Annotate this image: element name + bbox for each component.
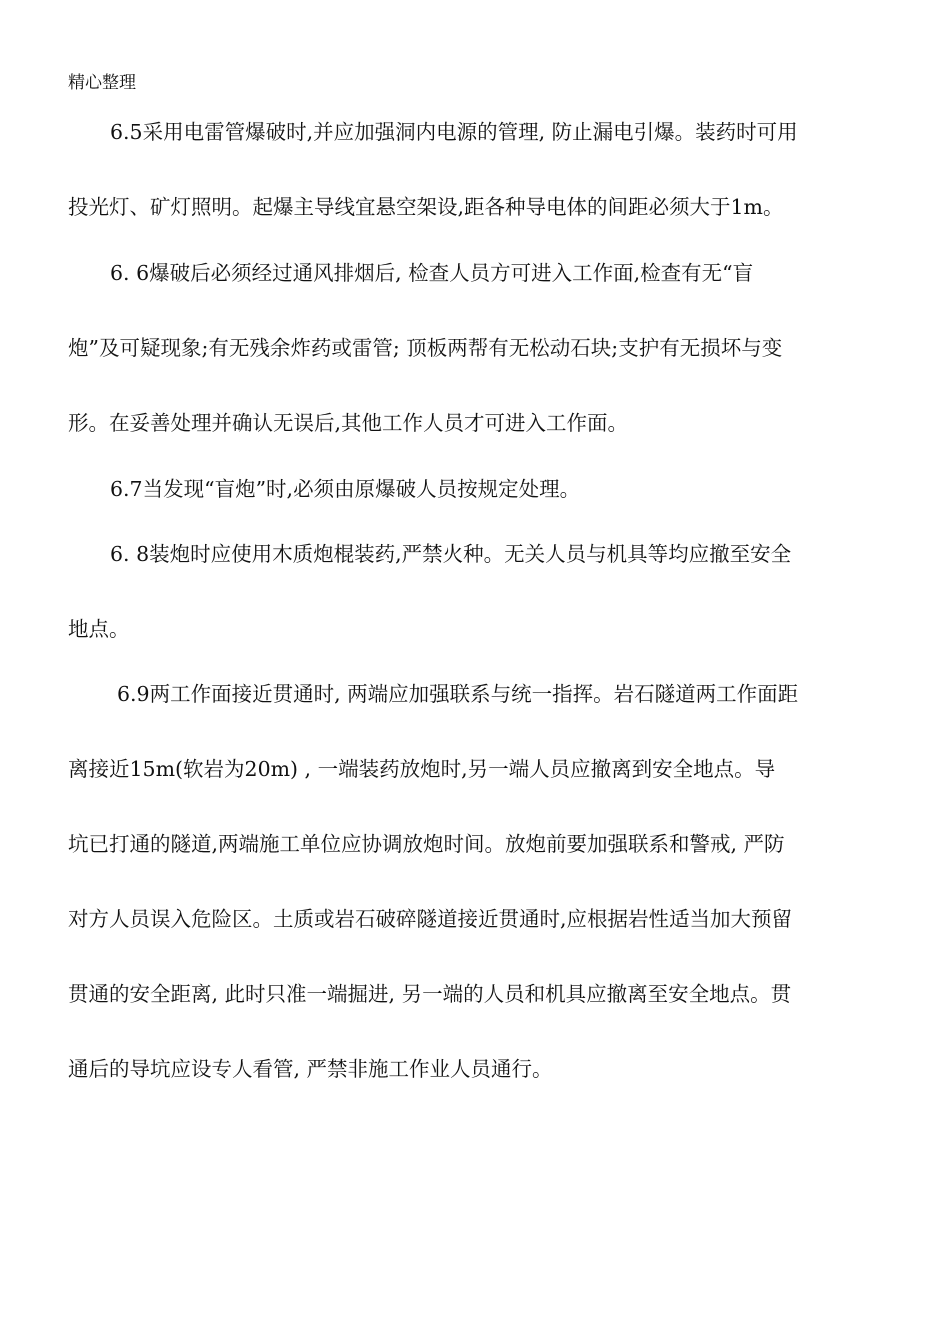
paragraph-6-9-line-4: 对方人员误入危险区。土质或岩石破碎隧道接近贯通时,应根据岩性适当加大预留 bbox=[68, 907, 793, 931]
paragraph-6-8-line-1: 6. 8装炮时应使用木质炮棍装药,严禁火种。无关人员与机具等均应撤至安全 bbox=[110, 542, 792, 566]
paragraph-6-9-line-5: 贯通的安全距离, 此时只准一端掘进, 另一端的人员和机具应撤离至安全地点。贯 bbox=[68, 982, 792, 1006]
paragraph-6-5-line-2: 投光灯、矿灯照明。起爆主导线宜悬空架设,距各种导电体的间距必须大于1m。 bbox=[68, 195, 784, 219]
paragraph-6-6-line-2: 炮”及可疑现象;有无残余炸药或雷管; 顶板两帮有无松动石块;支护有无损坏与变 bbox=[68, 336, 783, 360]
paragraph-6-9-line-6: 通后的导坑应设专人看管, 严禁非施工作业人员通行。 bbox=[68, 1057, 553, 1081]
page-header: 精心整理 bbox=[68, 73, 136, 93]
paragraph-6-6-line-1: 6. 6爆破后必须经过通风排烟后, 检查人员方可进入工作面,检查有无“盲 bbox=[110, 261, 754, 285]
paragraph-6-8-line-2: 地点。 bbox=[68, 617, 130, 641]
paragraph-6-9-line-2: 离接近15m(软岩为20m) , 一端装药放炮时,另一端人员应撤离到安全地点。导 bbox=[68, 757, 776, 781]
paragraph-6-9-line-3: 坑已打通的隧道,两端施工单位应协调放炮时间。放炮前要加强联系和警戒, 严防 bbox=[68, 832, 785, 856]
paragraph-6-5-line-1: 6.5采用电雷管爆破时,并应加强洞内电源的管理, 防止漏电引爆。装药时可用 bbox=[110, 120, 798, 144]
paragraph-6-6-line-3: 形。在妥善处理并确认无误后,其他工作人员才可进入工作面。 bbox=[68, 411, 629, 435]
paragraph-6-7-line-1: 6.7当发现“盲炮”时,必须由原爆破人员按规定处理。 bbox=[110, 477, 581, 501]
paragraph-6-9-line-1: 6.9两工作面接近贯通时, 两端应加强联系与统一指挥。岩石隧道两工作面距 bbox=[117, 682, 799, 706]
